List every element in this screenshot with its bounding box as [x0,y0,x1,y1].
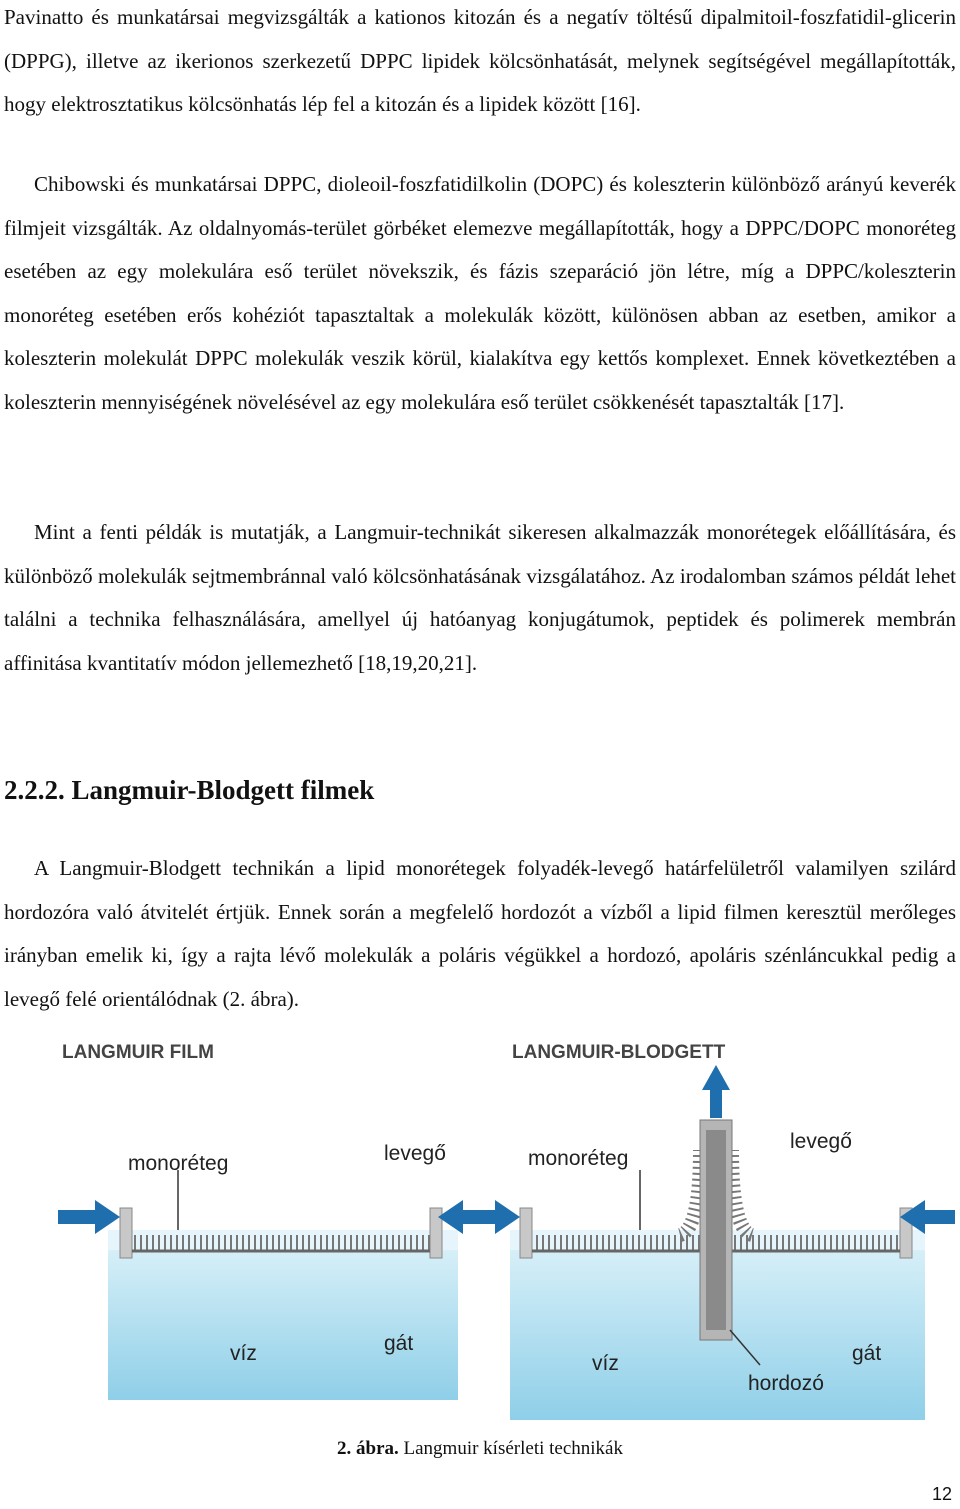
paragraph-4: A Langmuir-Blodgett technikán a lipid monorétegek folyadék-levegő határfelületről valamilyen szilárd hordozóra való átvitelét értjük. Ennek során a megfelelő hordozót a vízből a lipid filmen keresztül merőleges irányban emelik ki, így a rajta lévő molekulák a poláris végükkel a hordozó, apoláris szénláncukkal pedig a levegő felé orientálódnak (2. ábra). [4,856,956,1011]
arrow-right-icon [58,1200,120,1234]
right-panel [462,1042,955,1420]
arrow-right-icon [462,1200,520,1234]
barrier-left-1 [120,1208,132,1258]
label-air-left: levegő [384,1142,446,1165]
barrier-left-2 [430,1208,442,1258]
right-panel-title: LANGMUIR-BLODGETT [512,1042,726,1063]
label-air-right: levegő [790,1130,852,1153]
label-water-right: víz [592,1352,619,1375]
section-heading: 2.2.2. Langmuir-Blodgett filmek [4,775,375,805]
langmuir-figure [0,1030,960,1430]
label-water-left: víz [230,1342,257,1365]
label-barrier-left: gát [384,1332,414,1355]
figure-caption [0,1438,960,1460]
label-substrate: hordozó [748,1372,824,1395]
paragraph-3: Mint a fenti példák is mutatják, a Langmuir-technikát sikeresen alkalmazzák monorétegek előállítására, és különböző molekulák sejtmembránnal való kölcsönhatásának vizsgálatához. Az irodalomban számos példát lehet találni a technika felhasználására, amellyel új hatóanyag konjugátumok, peptidek és polimerek membrán affinitása kvantitatív módon jellemezhető [18,19,20,21]. [4,520,956,675]
left-panel [58,1042,493,1400]
water-left [108,1250,458,1400]
label-monolayer-right: monoréteg [528,1147,629,1170]
page-number: 12 [931,1484,952,1504]
barrier-right-1 [520,1208,532,1258]
figure-number: 2. ábra. [337,1438,399,1459]
arrow-up-icon [702,1065,730,1118]
left-panel-title: LANGMUIR FILM [62,1042,214,1063]
monolayer-left [132,1235,430,1251]
label-barrier-right: gát [852,1342,882,1365]
label-monolayer-left: monoréteg [128,1152,229,1175]
figure-caption-text: Langmuir kísérleti technikák [398,1438,623,1459]
paragraph-1: Pavinatto és munkatársai megvizsgálták a kationos kitozán és a negatív töltésű dipalmitoil-foszfatidil-glicerin (DPPG), illetve az ikerionos szerkezetű DPPC lipidek kölcsönhatását, melynek segítségével megállapították, hogy elektrosztatikus kölcsönhatás lép fel a kitozán és a lipidek között [16]. [4,5,956,117]
paragraph-2: Chibowski és munkatársai DPPC, dioleoil-foszfatidilkolin (DOPC) és koleszterin különböző arányú keverék filmjeit vizsgálták. Az oldalnyomás-terület görbéket elemezve megállapították, hogy a DPPC/DOPC monoréteg esetében az egy molekulára eső terület növekszik, és fázis szeparáció jön létre, míg a DPPC/koleszterin monoréteg esetében erős kohéziót tapasztaltak a molekulák között, különösen abban az esetben, amikor a koleszterin molekulát DPPC molekulák veszik körül, kialakítva egy kettős komplexet. Ennek következtében a koleszterin mennyiségének növelésével az egy molekulára eső terület csökkenését tapasztalták [17]. [4,172,956,414]
